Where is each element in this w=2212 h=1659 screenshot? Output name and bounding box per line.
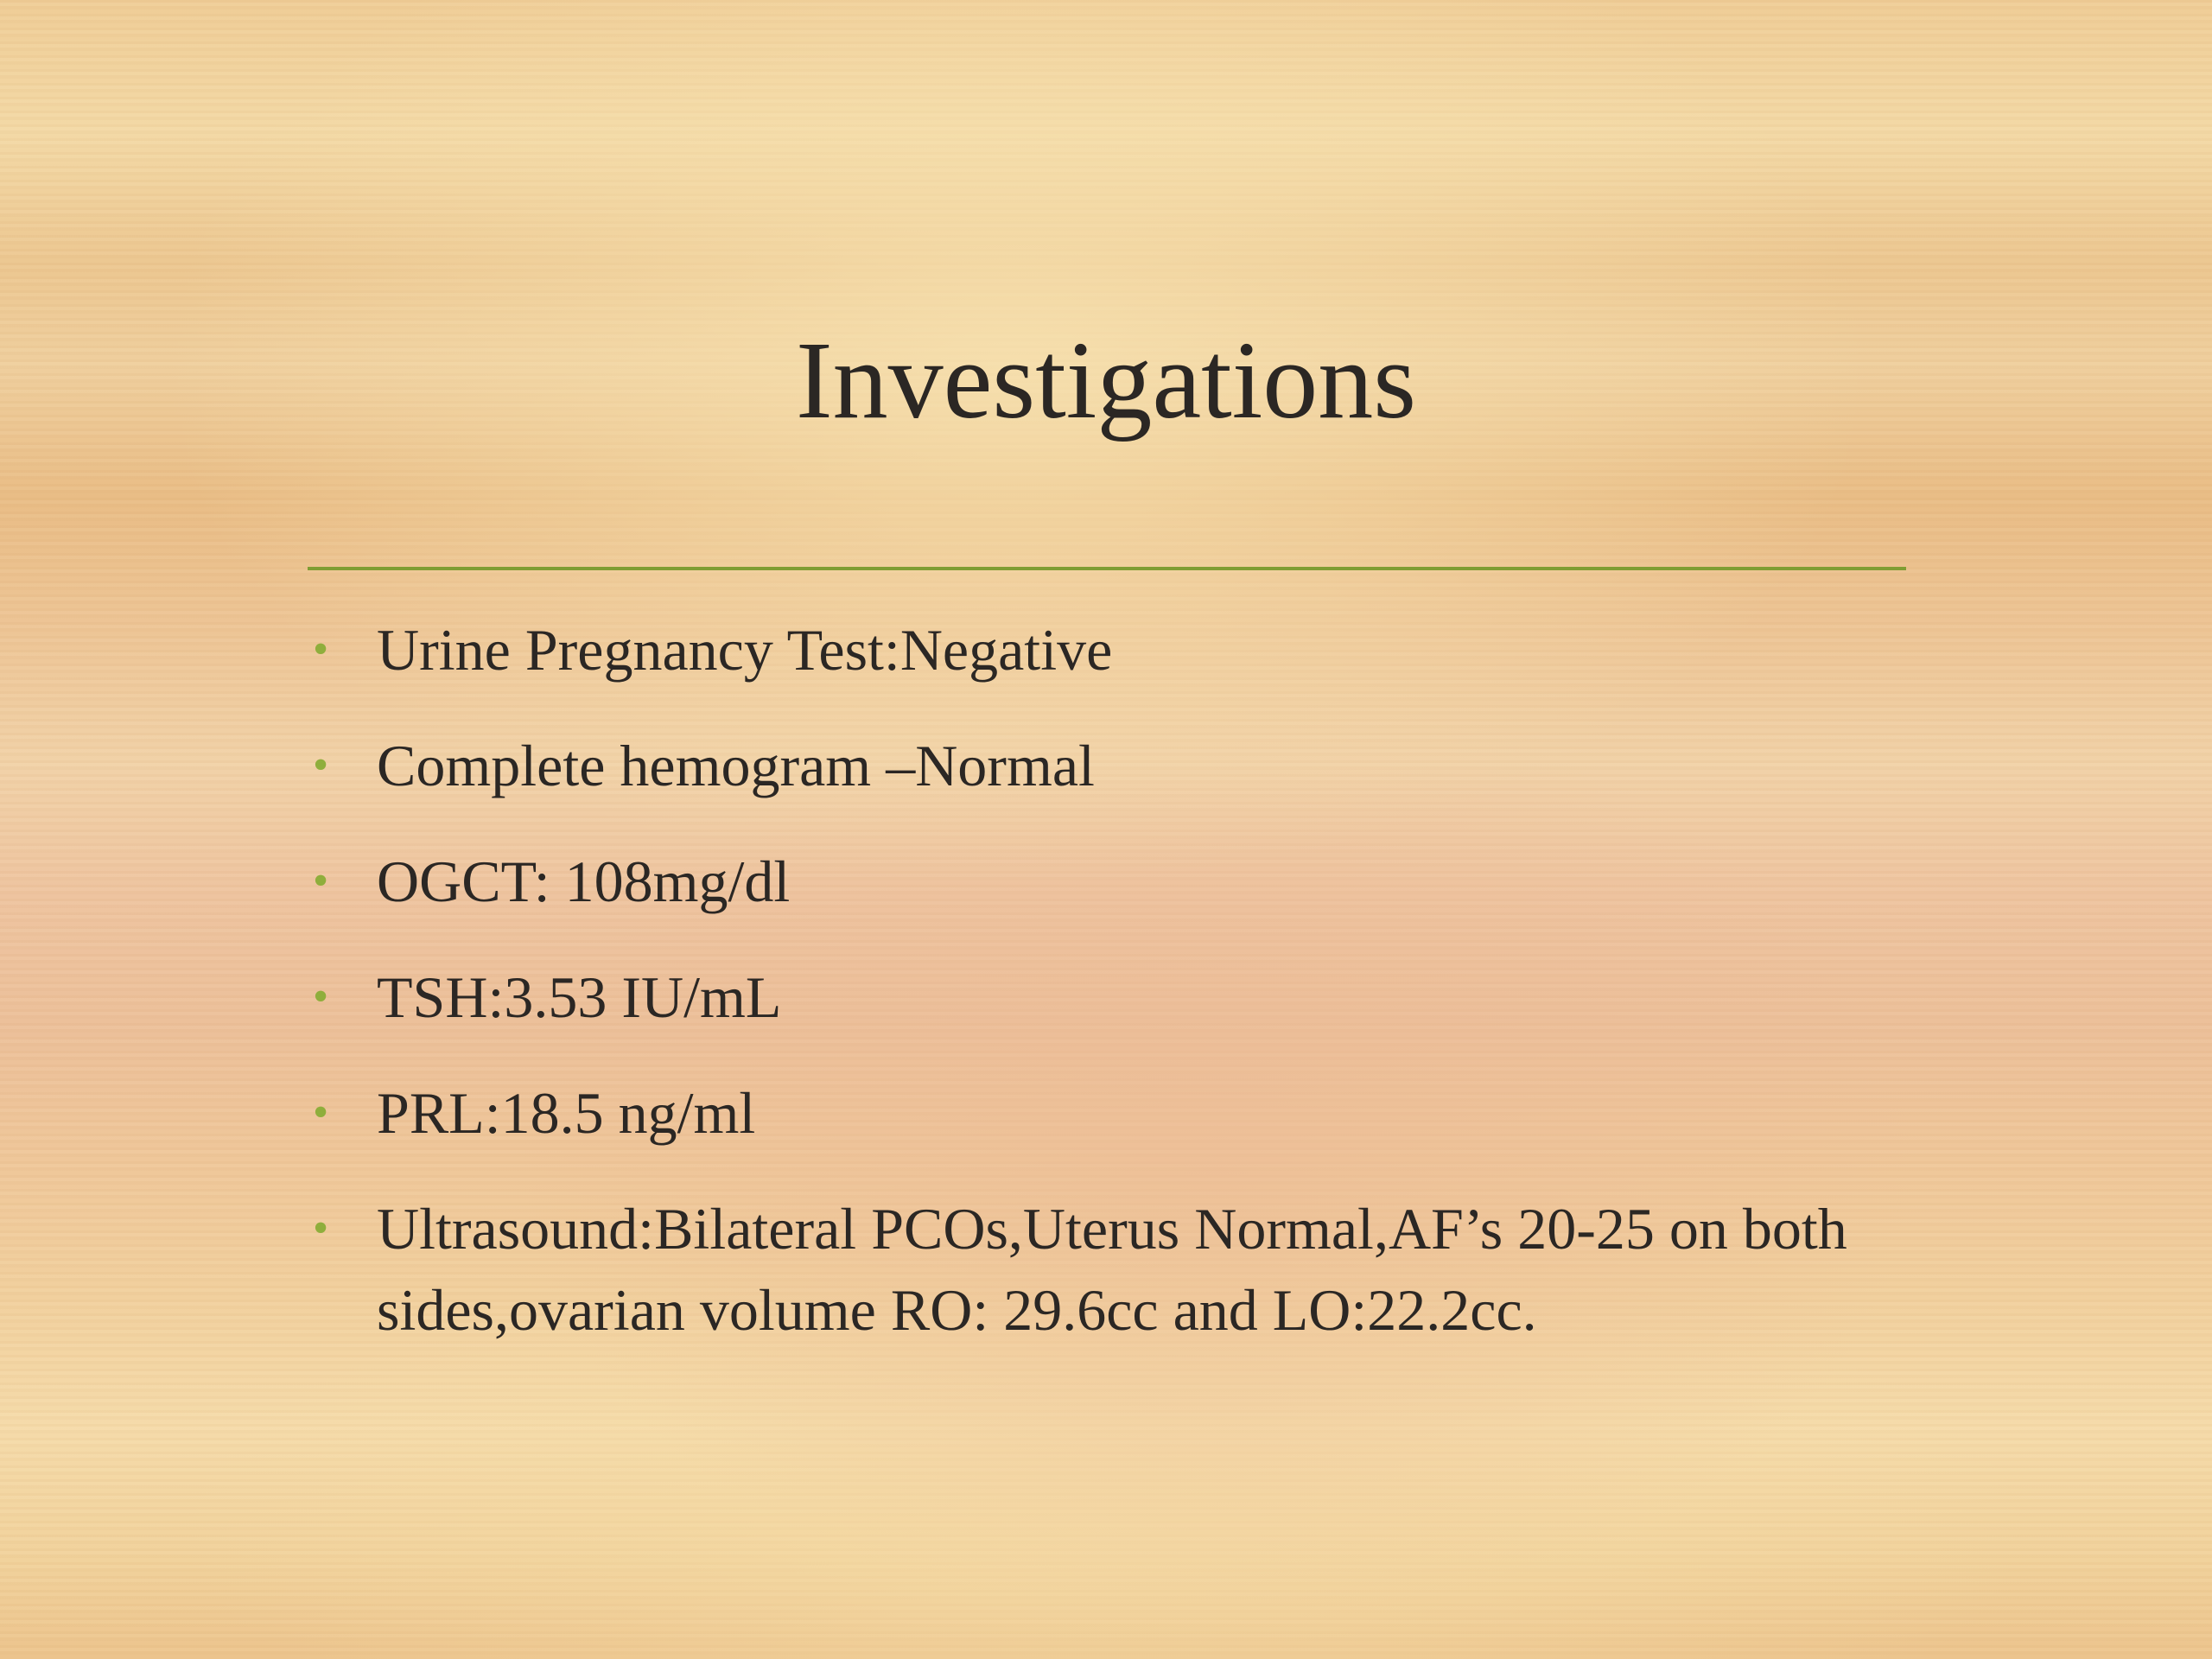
bullet-item-ultrasound (308, 1188, 1932, 1351)
slide-title: Investigations (795, 319, 1417, 442)
bullet-text: Complete hemogram –Normal (377, 733, 1095, 798)
bullet-item-complete-hemogram (308, 725, 1932, 806)
bullet-icon: • (313, 856, 329, 906)
bullet-text: Ultrasound:Bilateral PCOs,Uterus Normal,AF’s 20-25 on both sides,ovarian volume RO: 29.6cc and LO:22.2cc. (377, 1196, 1847, 1343)
bullet-list (308, 609, 1932, 1385)
bullet-icon: • (313, 1204, 329, 1253)
bullet-text: TSH:3.53 IU/mL (377, 964, 782, 1030)
bullet-icon: • (313, 1088, 329, 1137)
bullet-item-ogct (308, 841, 1932, 922)
bullet-icon: • (313, 741, 329, 790)
bullet-text: Urine Pregnancy Test:Negative (377, 617, 1113, 683)
bullet-icon: • (313, 972, 329, 1021)
bullet-item-tsh (308, 957, 1932, 1038)
bullet-item-urine-pregnancy-test (308, 609, 1932, 690)
bullet-text: OGCT: 108mg/dl (377, 849, 791, 914)
bullet-icon: • (313, 625, 329, 674)
title-divider (308, 567, 1906, 570)
bullet-item-prl (308, 1072, 1932, 1154)
bullet-text: PRL:18.5 ng/ml (377, 1080, 756, 1146)
